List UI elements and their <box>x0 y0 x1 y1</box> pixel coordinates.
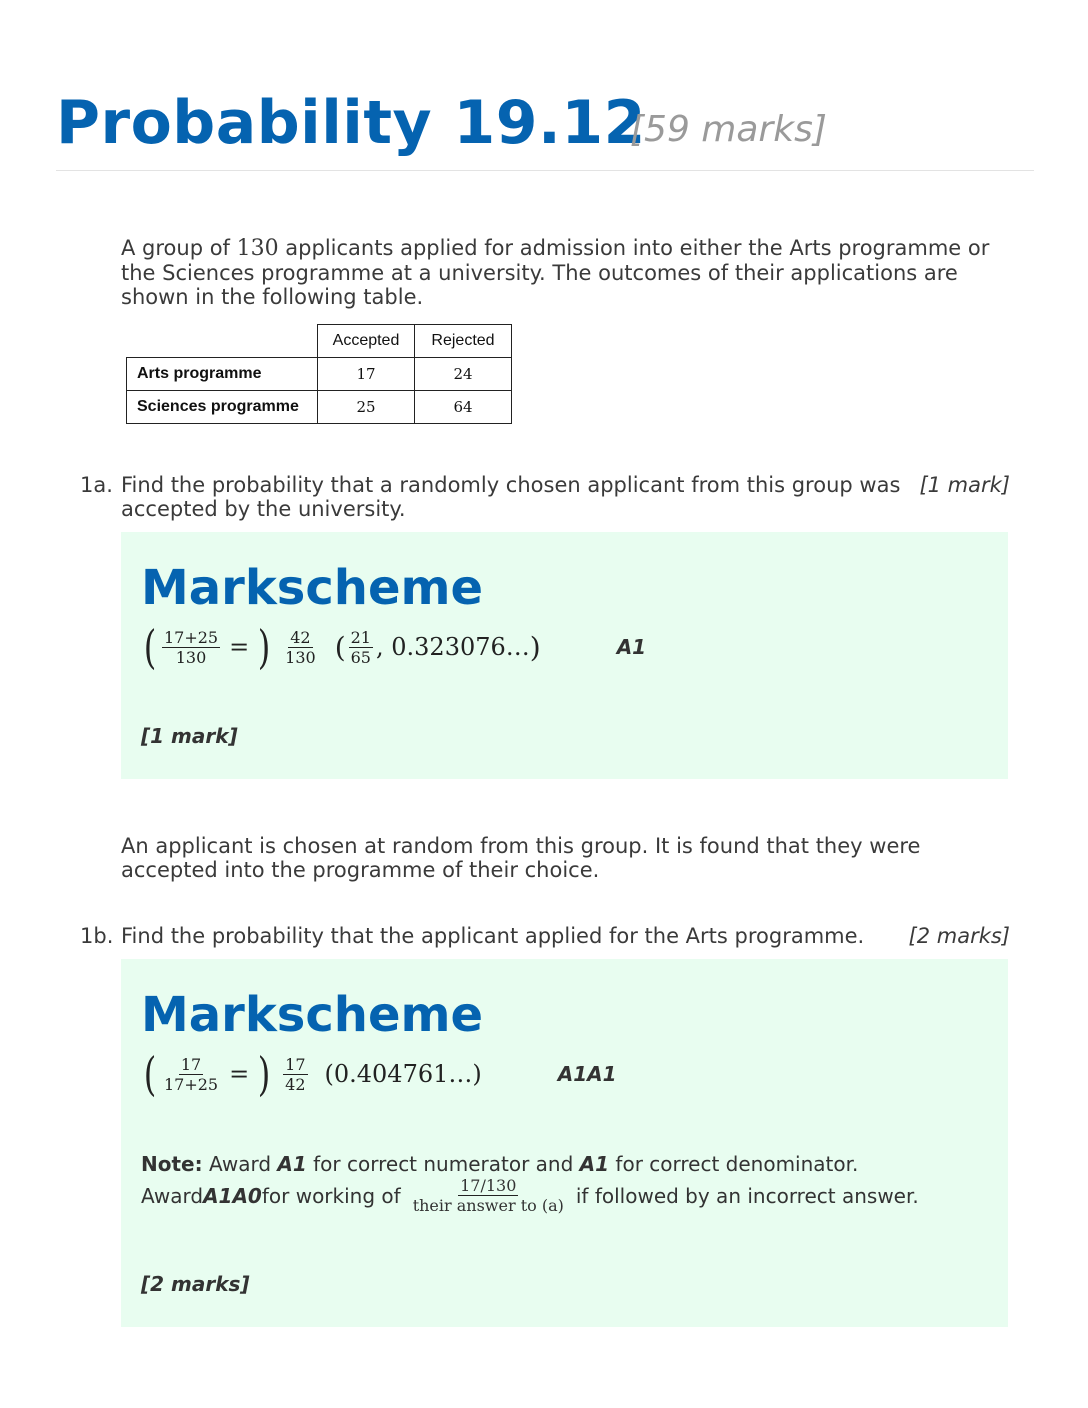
right-paren-small: ) <box>529 630 541 664</box>
markscheme-1a-answer <box>141 620 647 674</box>
equals-sign: = <box>229 633 250 661</box>
page-header <box>56 88 1034 171</box>
intro-number: 130 <box>236 236 279 261</box>
markscheme-title: Markscheme <box>141 987 484 1043</box>
fraction-working: $\frac{17+25}{130}$ <box>163 627 219 667</box>
question-number-1b: 1b. <box>80 924 114 948</box>
left-paren: ( <box>143 620 157 674</box>
outcomes-table <box>126 324 512 424</box>
table-row <box>127 358 512 391</box>
context-paragraph: An applicant is chosen at random from this group. It is found that they were accepted into the programme of their choice. <box>121 834 921 882</box>
markscheme-total-1b: [2 marks] <box>141 1272 250 1296</box>
award-code: A1A1 <box>557 1062 617 1086</box>
question-text-1a: Find the probability that a randomly chosen applicant from this group was accepted by the university. <box>121 473 901 521</box>
table-corner <box>127 325 318 358</box>
award-code: A1 <box>616 635 647 659</box>
decimal-answer: 0.323076… <box>391 633 530 661</box>
cell-sciences-rejected: 64 <box>415 391 512 424</box>
row-label-sciences: Sciences programme <box>127 391 318 424</box>
left-paren: ( <box>143 1047 157 1101</box>
note-label: Note: <box>141 1152 203 1176</box>
cell-arts-accepted: 17 <box>318 358 415 391</box>
fraction-answer: $\frac{42}{130}$ <box>285 627 316 667</box>
column-header-accepted: Accepted <box>318 325 415 358</box>
note-award-code: A1 <box>277 1152 307 1176</box>
question-marks-1a: [1 mark] <box>919 473 1010 497</box>
markscheme-note-line2: Award A1A0 for working of $\frac{17/130}{\text{their answer to (a)}}$ if followed by an incorrect answer. <box>141 1176 919 1215</box>
fraction-working: $\frac{17}{17+25}$ <box>163 1054 219 1094</box>
intro-text-start: A group of <box>121 236 237 260</box>
markscheme-title: Markscheme <box>141 560 484 616</box>
markscheme-total-1a: [1 mark] <box>141 724 238 748</box>
note-fraction: $\frac{17/130}{\text{their answer to (a)}}$ <box>412 1176 564 1215</box>
fraction-simplified: $\frac{21}{65}$ <box>350 627 371 667</box>
fraction-answer: $\frac{17}{42}$ <box>285 1054 306 1094</box>
left-paren-small: ( <box>334 630 346 664</box>
decimal-answer: (0.404761…) <box>324 1060 482 1088</box>
intro-paragraph <box>121 236 1011 309</box>
markscheme-1b-answer <box>141 1047 617 1101</box>
question-number-1a: 1a. <box>80 473 113 497</box>
note-award-code: A1A0 <box>203 1183 262 1208</box>
right-paren: ) <box>257 1047 271 1101</box>
note-award-code: A1 <box>579 1152 610 1176</box>
table-header-row <box>127 325 512 358</box>
intro-text-end: applicants applied for admission into either the Arts programme or the Sciences programme at a university. The outcomes of their applications are shown in the following table. <box>121 236 990 309</box>
markscheme-1a <box>121 532 1008 779</box>
table-row <box>127 391 512 424</box>
page-title: Probability 19.12 <box>56 88 646 158</box>
outcomes-table-wrap <box>126 324 512 424</box>
row-label-arts: Arts programme <box>127 358 318 391</box>
cell-arts-rejected: 24 <box>415 358 512 391</box>
markscheme-1b <box>121 959 1008 1327</box>
markscheme-note: Note: Award A1 for correct numerator and A1 for correct denominator. <box>141 1152 859 1176</box>
cell-sciences-accepted: 25 <box>318 391 415 424</box>
total-marks: [59 marks] <box>630 109 827 150</box>
question-text-1b: Find the probability that the applicant applied for the Arts programme. <box>121 924 865 948</box>
question-marks-1b: [2 marks] <box>908 924 1010 948</box>
comma: , <box>375 633 392 661</box>
right-paren: ) <box>257 620 271 674</box>
column-header-rejected: Rejected <box>415 325 512 358</box>
equals-sign: = <box>229 1060 250 1088</box>
